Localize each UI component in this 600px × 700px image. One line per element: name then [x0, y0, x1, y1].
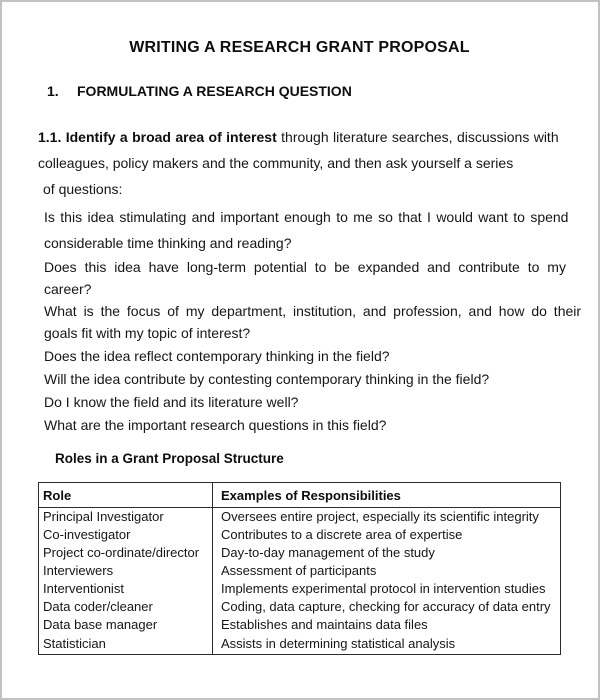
responsibility-cell: Assessment of participants [221, 563, 377, 578]
table-row [39, 598, 561, 616]
text-line: What are the important research questions in this field? [44, 417, 387, 433]
role-cell: Interventionist [39, 580, 213, 598]
section-number: 1. [47, 83, 59, 99]
intro-line1-rest: through literature searches, discussions with [276, 129, 559, 145]
table-caption: Roles in a Grant Proposal Structure [55, 451, 284, 466]
responsibility-cell: Implements experimental protocol in intervention studies [221, 581, 546, 596]
responsibility-cell: Oversees entire project, especially its scientific integrity [221, 509, 539, 525]
question-paragraph [38, 204, 569, 256]
section-title: FORMULATING A RESEARCH QUESTION [77, 83, 352, 99]
question-paragraph [38, 300, 582, 344]
role-cell: Co-investigator [39, 526, 213, 544]
intro-bold-lead: 1.1. Identify a broad area of interest [38, 129, 277, 145]
table-row [39, 544, 561, 562]
role-cell: Interviewers [39, 562, 213, 580]
table-header-row [39, 483, 561, 508]
text-line: Does this idea have long-term potential to be expanded and contribute to my [44, 259, 566, 275]
text-line: goals fit with my topic of interest? [44, 325, 251, 341]
role-cell: Data base manager [39, 616, 213, 634]
responsibility-cell: Day-to-day management of the study [221, 545, 435, 560]
question-paragraph [38, 368, 561, 390]
table-row [39, 562, 561, 580]
role-cell: Statistician [39, 634, 213, 655]
role-cell: Principal Investigator [39, 508, 213, 526]
question-paragraph [38, 414, 561, 436]
question-paragraph [38, 345, 561, 367]
responsibility-cell: Contributes to a discrete area of expertise [221, 527, 463, 542]
text-line: career? [44, 281, 92, 297]
text-line: Is this idea stimulating and important enough to me so that I would want to spend [44, 209, 569, 225]
table-row [39, 508, 561, 526]
text-line: What is the focus of my department, institution, and profession, and how do their [44, 303, 582, 319]
text-line: of questions: [43, 181, 123, 197]
document-title: WRITING A RESEARCH GRANT PROPOSAL [129, 39, 470, 56]
question-paragraph [38, 256, 566, 300]
role-column-header: Role [39, 483, 213, 508]
text-line: Will the idea contribute by contesting contemporary thinking in the field? [44, 371, 490, 387]
section-heading [47, 83, 561, 99]
table-row [39, 616, 561, 634]
text-line: Does the idea reflect contemporary thinking in the field? [44, 348, 390, 364]
responsibility-cell: Establishes and maintains data files [221, 617, 428, 632]
table-row [39, 634, 561, 655]
roles-table [38, 482, 561, 655]
intro-paragraph [38, 124, 561, 202]
text-line: colleagues, policy makers and the community, and then ask yourself a series [38, 155, 514, 171]
question-paragraph [38, 391, 561, 413]
table-row [39, 580, 561, 598]
role-cell: Project co-ordinate/director [39, 544, 213, 562]
text-line: Do I know the field and its literature well? [44, 394, 299, 410]
responsibility-cell: Coding, data capture, checking for accuracy of data entry [221, 599, 551, 614]
responsibility-cell: Assists in determining statistical analysis [221, 636, 456, 652]
text-line: considerable time thinking and reading? [44, 235, 292, 251]
text-line [38, 124, 561, 150]
table-row [39, 526, 561, 544]
role-cell: Data coder/cleaner [39, 598, 213, 616]
responsibilities-column-header: Examples of Responsibilities [213, 483, 561, 508]
